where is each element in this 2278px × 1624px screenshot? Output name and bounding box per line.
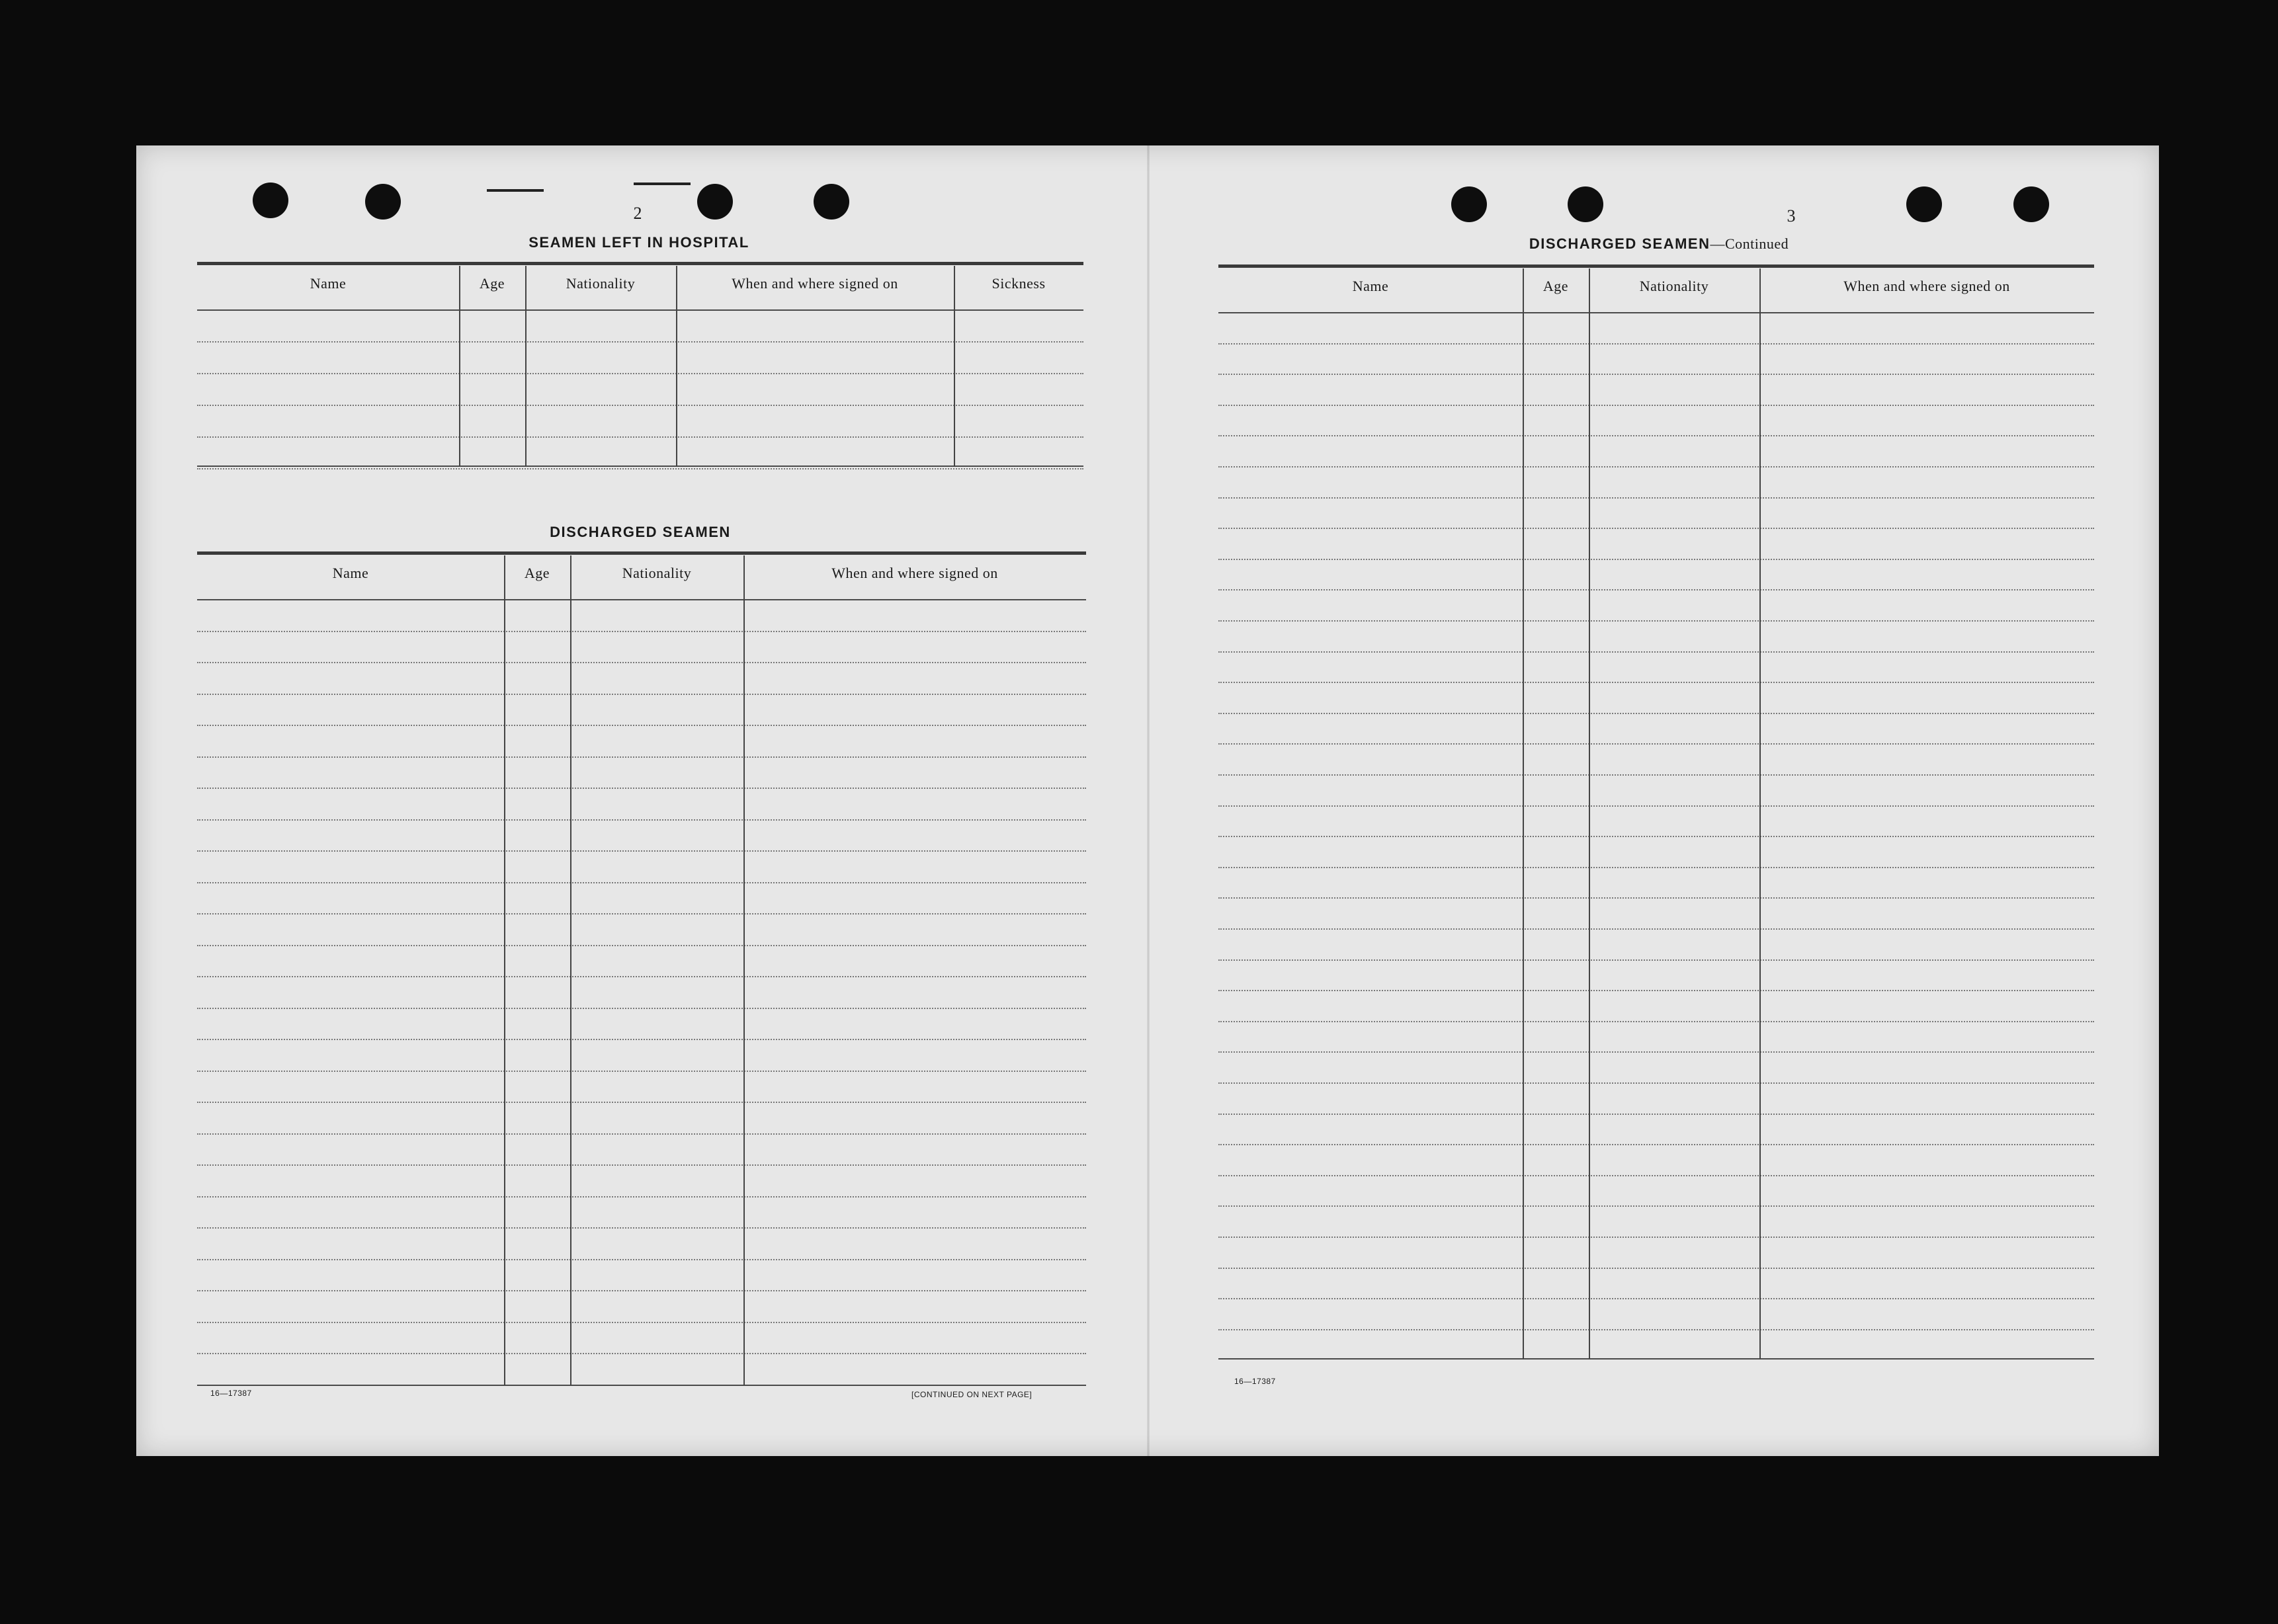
row-rule [1218,682,2094,683]
row-rule [1218,1144,2094,1145]
row-rule [197,1290,1086,1291]
row-rule [1218,1082,2094,1084]
row-rule [1218,589,2094,590]
row-rule [1218,743,2094,745]
row-rule [1218,1298,2094,1299]
row-rule [197,1353,1086,1354]
column-header-name: Name [310,275,347,292]
form-number: 16—17387 [1234,1377,1276,1386]
hospital-section-title: SEAMEN LEFT IN HOSPITAL [528,234,749,251]
header-rule [197,309,1083,311]
page-number: 2 [633,204,642,223]
column-header-signed-on: When and where signed on [1843,278,2010,294]
left-page [136,145,1147,1456]
column-header-age: Age [1542,278,1569,294]
column-divider [676,266,677,467]
column-header-signed-on: When and where signed on [732,275,898,292]
row-rule [1218,1268,2094,1269]
column-header-age: Age [524,565,550,581]
row-rule [197,1071,1086,1072]
row-rule [197,882,1086,883]
row-rule [1218,343,2094,345]
column-divider [954,266,955,467]
row-rule [197,976,1086,977]
column-divider [525,266,527,467]
discharged-continued-table [1218,264,2094,1360]
row-rule [1218,867,2094,868]
column-header-nationality: Nationality [1639,278,1709,294]
header-rule [197,599,1086,600]
section-title-text: DISCHARGED SEAMEN [1529,235,1710,252]
row-rule [197,436,1083,438]
bottom-rule [197,466,1083,467]
row-rule [197,725,1086,726]
column-header-nationality: Nationality [566,275,636,292]
row-rule [1218,1205,2094,1207]
bottom-rule [1218,1358,2094,1360]
column-header-signed-on: When and where signed on [831,565,998,581]
row-rule [197,1102,1086,1103]
row-rule [1218,1175,2094,1176]
column-divider [1759,268,1761,1360]
row-rule [197,1259,1086,1260]
column-divider [1523,268,1524,1360]
row-rule [1218,990,2094,991]
row-rule [197,1008,1086,1009]
column-divider [1589,268,1590,1360]
column-header-sickness: Sickness [991,275,1046,292]
row-rule [197,694,1086,695]
document-sheet [136,145,2159,1456]
row-rule [1218,959,2094,961]
row-rule [197,819,1086,821]
row-rule [197,631,1086,632]
row-rule [197,788,1086,789]
row-rule [1218,1329,2094,1330]
column-divider [504,555,505,1386]
row-rule [197,913,1086,914]
row-rule [197,945,1086,946]
row-rule [1218,1021,2094,1022]
row-rule [197,1039,1086,1040]
form-number: 16—17387 [210,1389,252,1398]
row-rule [197,468,1083,469]
row-rule [1218,374,2094,375]
column-header-name: Name [1352,278,1389,294]
column-divider [743,555,745,1386]
row-rule [1218,1051,2094,1053]
row-rule [197,850,1086,852]
row-rule [1218,528,2094,529]
row-rule [1218,559,2094,560]
row-rule [1218,713,2094,714]
row-rule [1218,435,2094,436]
row-rule [1218,774,2094,776]
row-rule [1218,1114,2094,1115]
hospital-table [197,262,1083,467]
row-rule [1218,928,2094,930]
right-page [1150,145,2159,1456]
page-number: 3 [1787,206,1796,225]
row-rule [197,756,1086,758]
row-rule [197,1196,1086,1198]
row-rule [1218,836,2094,837]
row-rule [1218,805,2094,807]
discharged-section-title: DISCHARGED SEAMEN [550,524,731,540]
row-rule [1218,466,2094,467]
header-rule [1218,312,2094,313]
row-rule [1218,405,2094,406]
row-rule [1218,1237,2094,1238]
row-rule [1218,497,2094,499]
row-rule [197,405,1083,406]
column-divider [570,555,571,1386]
continued-note: [CONTINUED ON NEXT PAGE] [911,1390,1033,1399]
row-rule [1218,651,2094,653]
column-header-nationality: Nationality [622,565,692,581]
row-rule [197,1164,1086,1166]
row-rule [197,1227,1086,1229]
row-rule [197,662,1086,663]
row-rule [197,1133,1086,1135]
row-rule [1218,897,2094,899]
bottom-rule [197,1385,1086,1386]
column-header-age: Age [479,275,505,292]
discharged-continued-title [1222,235,2095,253]
column-divider [459,266,460,467]
column-header-name: Name [332,565,369,581]
row-rule [1218,620,2094,622]
discharged-table [197,551,1086,1386]
row-rule [197,373,1083,374]
row-rule [197,1322,1086,1323]
continued-suffix: —Continued [1710,235,1789,252]
row-rule [197,341,1083,343]
